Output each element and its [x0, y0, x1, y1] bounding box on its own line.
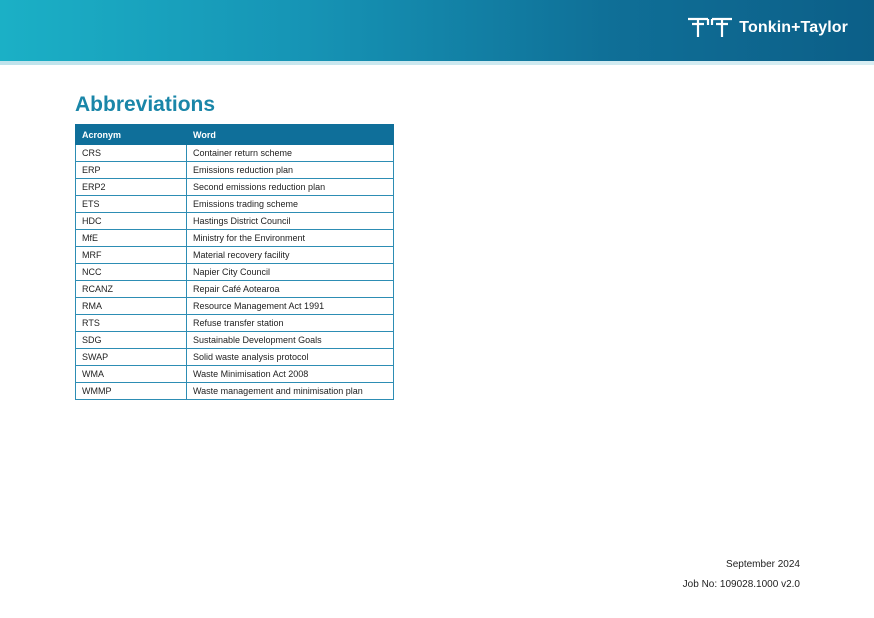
table-header-row — [76, 125, 394, 145]
acronym-cell: RCANZ — [76, 281, 187, 298]
acronym-cell: RTS — [76, 315, 187, 332]
table-row — [76, 383, 394, 400]
acronym-cell: CRS — [76, 145, 187, 162]
acronym-cell: NCC — [76, 264, 187, 281]
table-row — [76, 230, 394, 247]
acronym-cell: SDG — [76, 332, 187, 349]
acronym-cell: MfE — [76, 230, 187, 247]
word-cell: Waste Minimisation Act 2008 — [187, 366, 394, 383]
table-row — [76, 162, 394, 179]
page-title: Abbreviations — [75, 93, 216, 116]
word-cell: Ministry for the Environment — [187, 230, 394, 247]
header-rule — [0, 61, 874, 65]
word-cell: Material recovery facility — [187, 247, 394, 264]
table-row — [76, 264, 394, 281]
word-cell: Napier City Council — [187, 264, 394, 281]
acronym-cell: RMA — [76, 298, 187, 315]
acronym-cell: SWAP — [76, 349, 187, 366]
table-row — [76, 145, 394, 162]
table-row — [76, 247, 394, 264]
column-header-word: Word — [187, 125, 394, 145]
column-header-acronym: Acronym — [76, 125, 187, 145]
word-cell: Refuse transfer station — [187, 315, 394, 332]
table-row — [76, 179, 394, 196]
company-logo — [687, 16, 848, 40]
table-row — [76, 349, 394, 366]
logo-text: Tonkin+Taylor — [739, 19, 848, 36]
table-row — [76, 213, 394, 230]
acronym-cell: WMA — [76, 366, 187, 383]
abbreviations-table — [75, 124, 394, 400]
acronym-cell: HDC — [76, 213, 187, 230]
acronym-cell: WMMP — [76, 383, 187, 400]
word-cell: Waste management and minimisation plan — [187, 383, 394, 400]
table-row — [76, 298, 394, 315]
footer-job-number: Job No: 109028.1000 v2.0 — [682, 579, 800, 590]
word-cell: Second emissions reduction plan — [187, 179, 394, 196]
footer-date: September 2024 — [726, 559, 800, 570]
word-cell: Container return scheme — [187, 145, 394, 162]
acronym-cell: ERP — [76, 162, 187, 179]
table-row — [76, 196, 394, 213]
word-cell: Resource Management Act 1991 — [187, 298, 394, 315]
table-row — [76, 332, 394, 349]
table-row — [76, 281, 394, 298]
word-cell: Sustainable Development Goals — [187, 332, 394, 349]
tt-logo-icon — [687, 17, 733, 39]
table-row — [76, 366, 394, 383]
table-row — [76, 315, 394, 332]
acronym-cell: MRF — [76, 247, 187, 264]
acronym-cell: ERP2 — [76, 179, 187, 196]
word-cell: Hastings District Council — [187, 213, 394, 230]
word-cell: Emissions reduction plan — [187, 162, 394, 179]
word-cell: Solid waste analysis protocol — [187, 349, 394, 366]
word-cell: Emissions trading scheme — [187, 196, 394, 213]
acronym-cell: ETS — [76, 196, 187, 213]
word-cell: Repair Café Aotearoa — [187, 281, 394, 298]
